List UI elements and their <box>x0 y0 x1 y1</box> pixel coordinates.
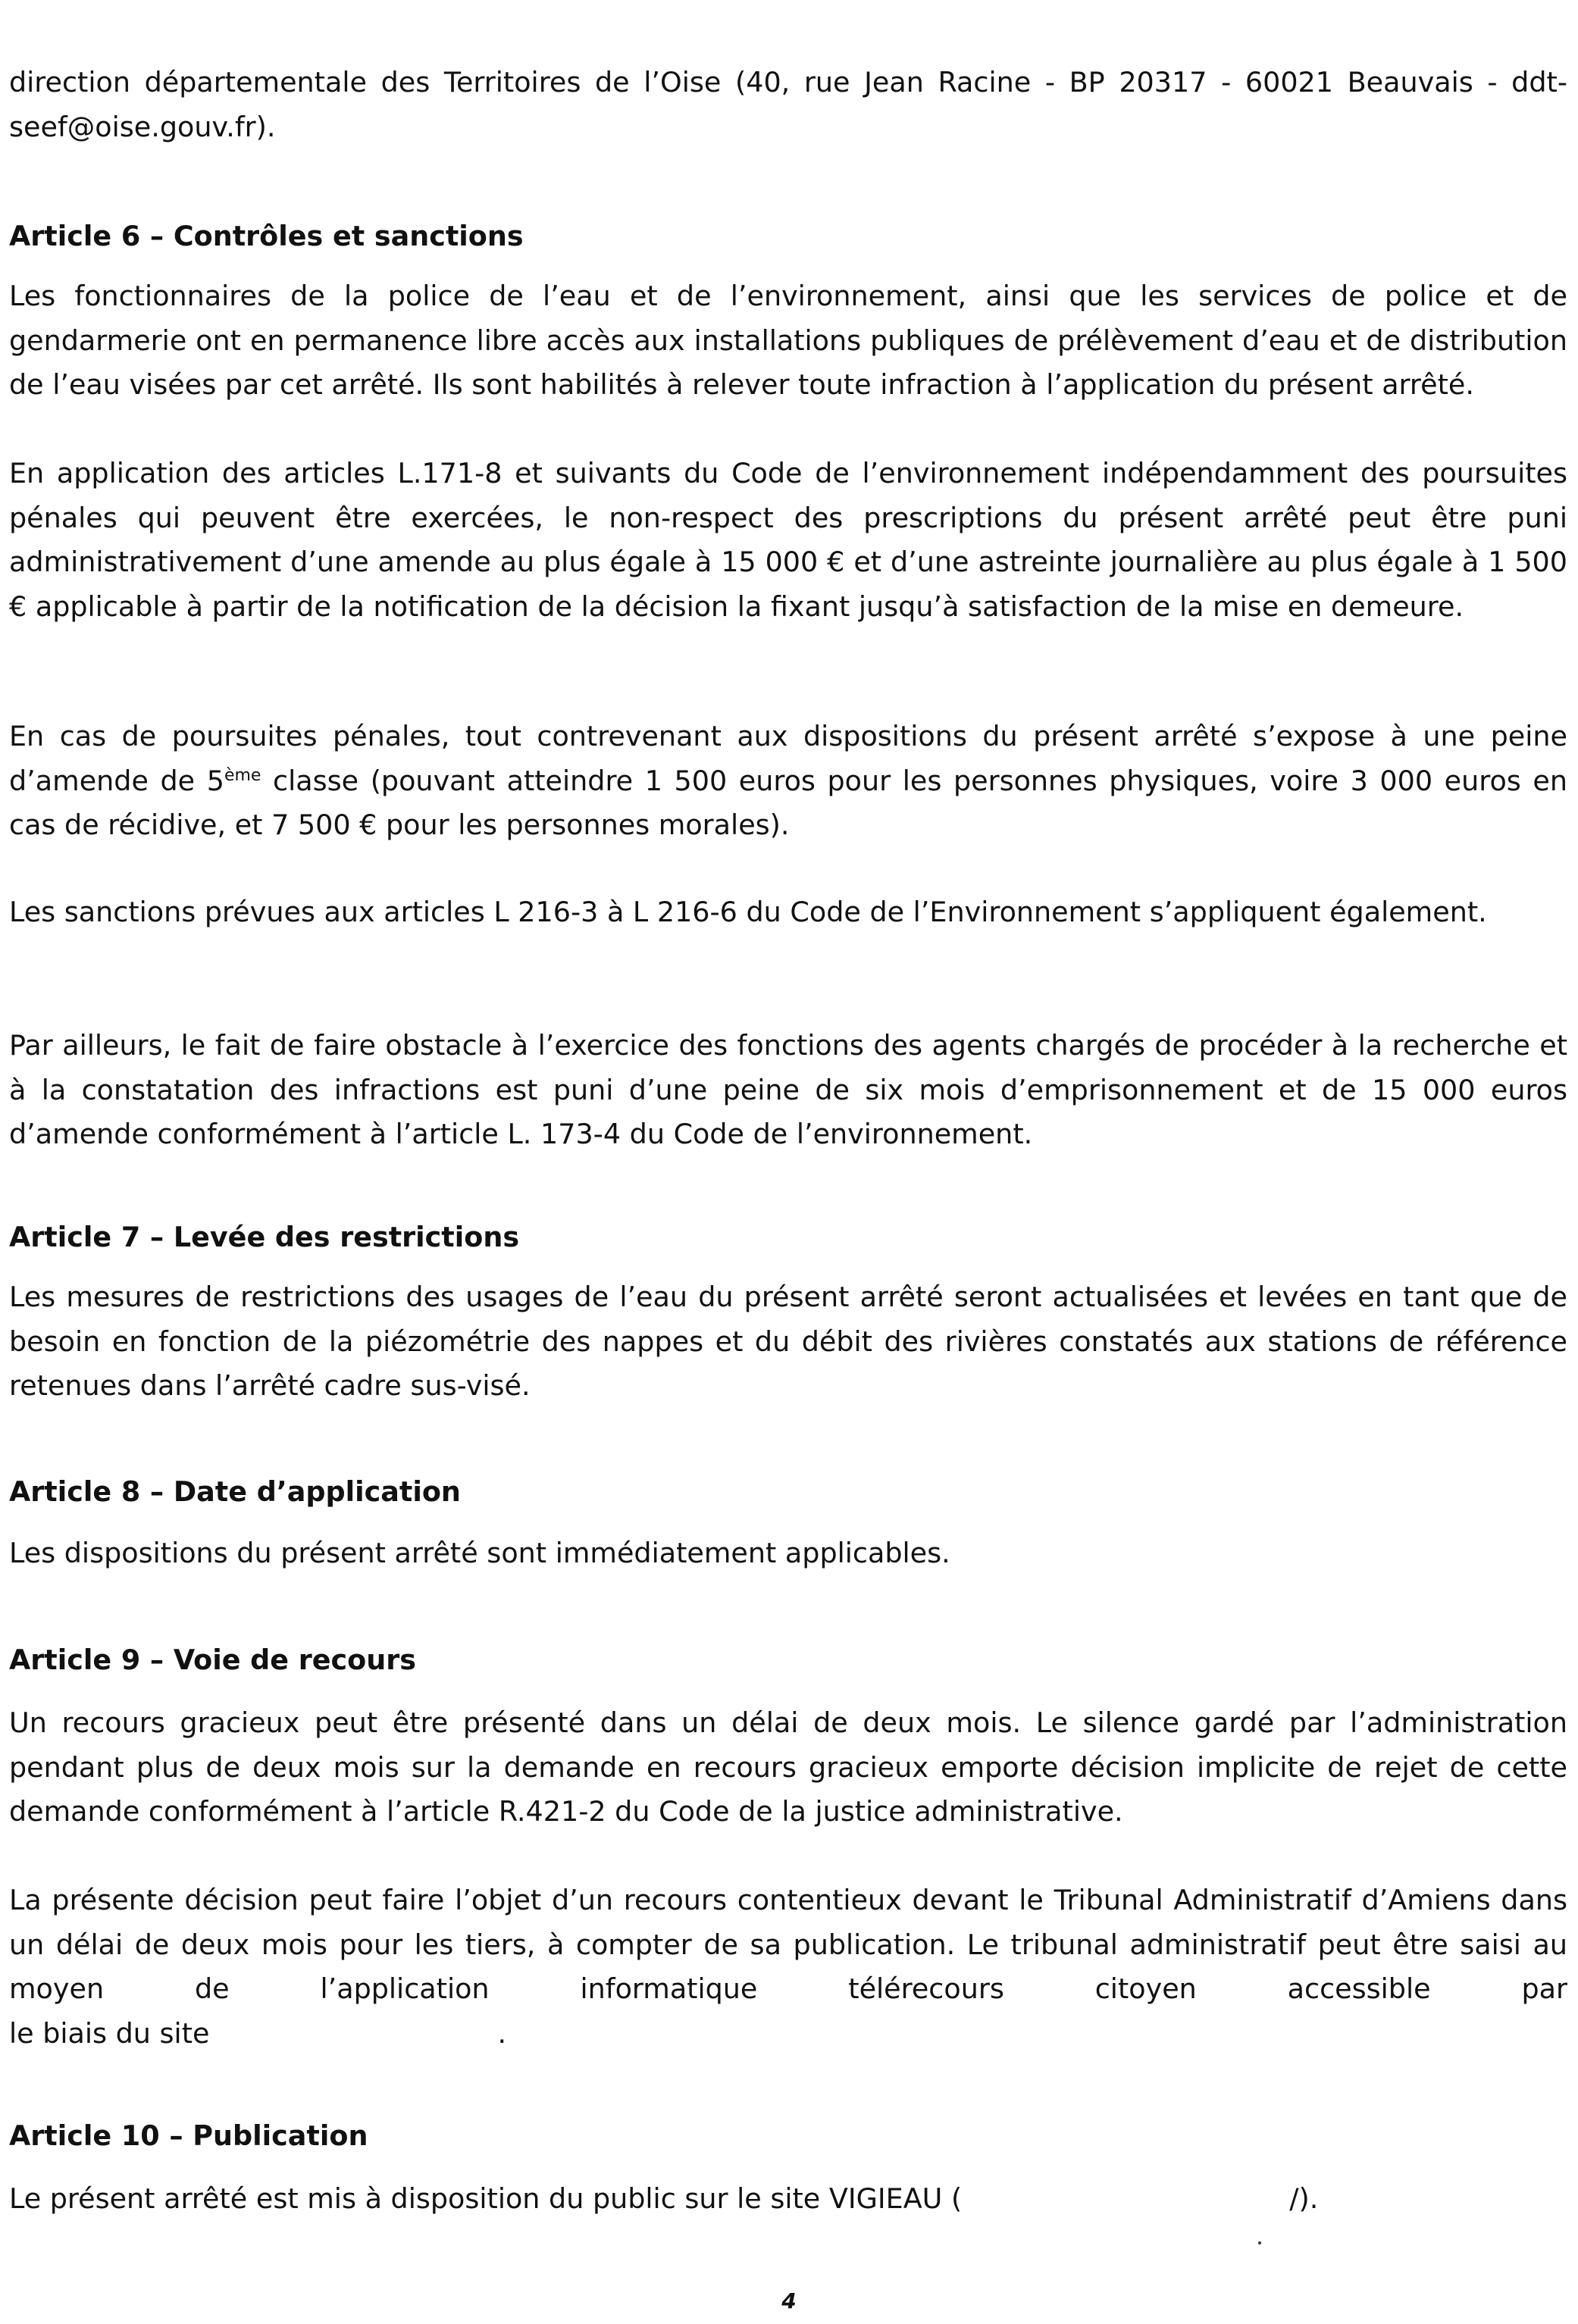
scan-speck <box>1258 2241 1261 2244</box>
article-7-paragraph-1: Les mesures de restrictions des usages de l’eau du présent arrêté seront actualisées et levées en tant que de besoin en fonction de la piézométrie des nappes et du débit des rivières constatés aux stations de référence retenues dans l’arrêté cadre sus-visé. <box>9 1281 1567 1402</box>
article-9-paragraph-2: La présente décision peut faire l’objet d’un recours contentieux devant le Tribunal Administratif d’Amiens dans un délai de deux mois pour les tiers, à compter de sa publication. Le tribunal administratif peut être saisi au moyen de l’application informatique télérecours citoyen accessible par <box>9 1884 1567 2005</box>
sentence-end-period: . <box>497 2017 507 2050</box>
article-9-heading: Article 9 – Voie de recours <box>9 1644 416 1676</box>
article-7-heading: Article 7 – Levée des restrictions <box>9 1221 520 1253</box>
article-9-paragraph-1: Un recours gracieux peut être présenté dans un délai de deux mois. Le silence gardé par l’administration pendant plus de deux mois sur la demande en recours gracieux emporte décision implicite de rejet de cette demande conformément à l’article R.421-2 du Code de la justice administrative. <box>9 1706 1567 1828</box>
article-8-paragraph-1: Les dispositions du présent arrêté sont immédiatement applicables. <box>9 1537 950 1569</box>
article-9-paragraph-2-last-line <box>9 2012 1567 2057</box>
article-6-paragraph-3-start: En cas de poursuites pénales, tout contrevenant aux dispositions du présent arrêté s’expose à une peine d’amende de 5 <box>9 720 1567 797</box>
publication-text: Le présent arrêté est mis à disposition du public sur le site VIGIEAU ( <box>9 2182 963 2215</box>
site-reference-text: le biais du site <box>9 2017 210 2050</box>
article-6-paragraph-4: Les sanctions prévues aux articles L 216-3 à L 216-6 du Code de l’Environnement s’appliquent également. <box>9 896 1487 928</box>
article-6-paragraph-5: Par ailleurs, le fait de faire obstacle à l’exercice des fonctions des agents chargés de procéder à la recherche et à la constatation des infractions est puni d’une peine de six mois d’emprisonnement et de 15 000 euros d’amende conformément à l’article L. 173-4 du Code de l’environnement. <box>9 1029 1567 1150</box>
article-10-paragraph-1 <box>9 2177 1567 2222</box>
page-number: 4 <box>781 2288 797 2313</box>
intro-paragraph: direction départementale des Territoires de l’Oise (40, rue Jean Racine - BP 20317 - 60021 Beauvais - ddt-seef@oise.gouv.fr). <box>9 66 1567 143</box>
article-6-heading: Article 6 – Contrôles et sanctions <box>9 220 524 252</box>
article-6-paragraph-3-end: classe (pouvant atteindre 1 500 euros pour les personnes physiques, voire 3 000 euros en cas de récidive, et 7 500 € pour les personnes morales). <box>9 764 1567 841</box>
article-10-heading: Article 10 – Publication <box>9 2119 368 2152</box>
publication-text-end: /). <box>1289 2182 1319 2215</box>
article-6-paragraph-1: Les fonctionnaires de la police de l’eau et de l’environnement, ainsi que les services de police et de gendarmerie ont en permanence libre accès aux installations publiques de prélèvement d’eau et de distribution de l’eau visées par cet arrêté. Ils sont habilités à relever toute infraction à l’application du présent arrêté. <box>9 280 1567 401</box>
article-6-paragraph-2: En application des articles L.171-8 et suivants du Code de l’environnement indépendamment des poursuites pénales qui peuvent être exercées, le non-respect des prescriptions du présent arrêté peut être puni administrativement d’une amende au plus égale à 15 000 € et d’une astreinte journalière au plus égale à 1 500 € applicable à partir de la notification de la décision la fixant jusqu’à satisfaction de la mise en demeure. <box>9 457 1567 623</box>
article-8-heading: Article 8 – Date d’application <box>9 1475 461 1508</box>
article-6-paragraph-3 <box>9 715 1567 848</box>
ordinal-superscript: ème <box>224 765 261 785</box>
